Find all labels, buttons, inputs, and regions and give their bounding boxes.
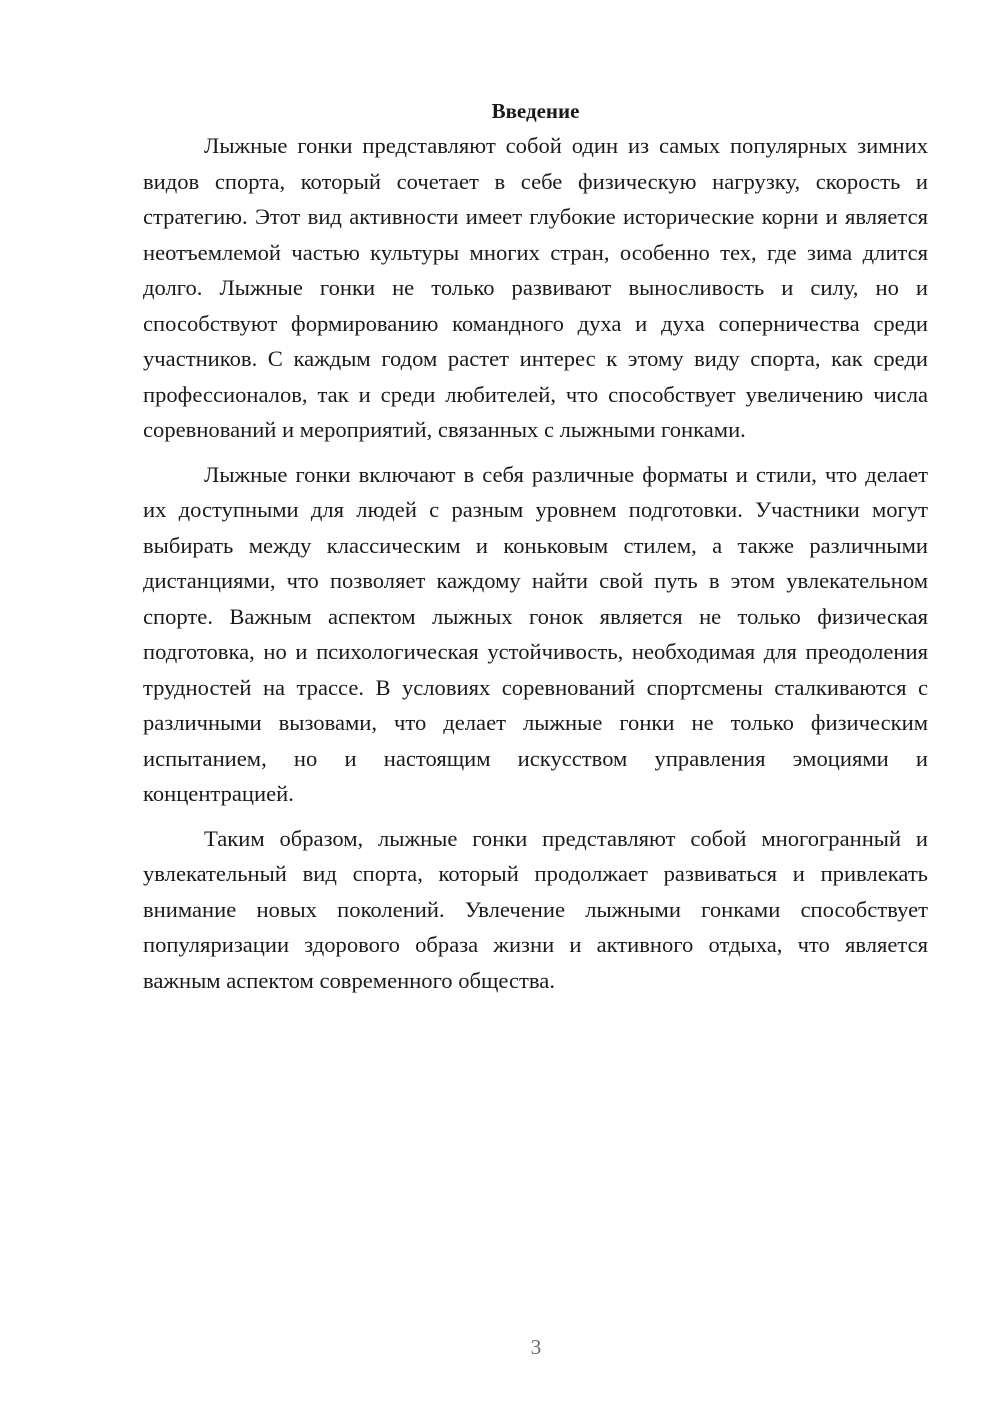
body-paragraph: Таким образом, лыжные гонки представляют собой многогранный и увлекательный вид спорта, который продолжает развиваться и привлекать внимание новых поколений. Увлечение лыжными гонками способствует популяризации здорового образа жизни и активного отдыха, что является важным аспектом современного общества. xyxy=(143,825,928,993)
section-heading: Введение xyxy=(491,99,580,123)
body-paragraph: Лыжные гонки представляют собой один из самых популярных зимних видов спорта, который сочетает в себе физическую нагрузку, скорость и стратегию. Этот вид активности имеет глубокие исторические корни и является неотъемлемой частью культуры многих стран, особенно тех, где зима длится долго. Лыжные гонки не только развивают выносливость и силу, но и способствуют формированию командного духа и духа соперничества среди участников. С каждым годом растет интерес к этому виду спорта, как среди профессионалов, так и среди любителей, что способствует увеличению числа соревнований и мероприятий, связанных с лыжными гонками. xyxy=(143,133,928,442)
page-number: 3 xyxy=(530,1335,542,1359)
body-paragraph: Лыжные гонки включают в себя различные форматы и стили, что делает их доступными для людей с разным уровнем подготовки. Участники могут выбирать между классическим и коньковым стилем, а также различными дистанциями, что позволяет каждому найти свой путь в этом увлекательном спорте. Важным аспектом лыжных гонок является не только физическая подготовка, но и психологическая устойчивость, необходимая для преодоления трудностей на трассе. В условиях соревнований спортсмены сталкиваются с различными вызовами, что делает лыжные гонки не только физическим испытанием, но и настоящим искусством управления эмоциями и концентрацией. xyxy=(143,461,928,806)
page-content xyxy=(143,96,928,998)
